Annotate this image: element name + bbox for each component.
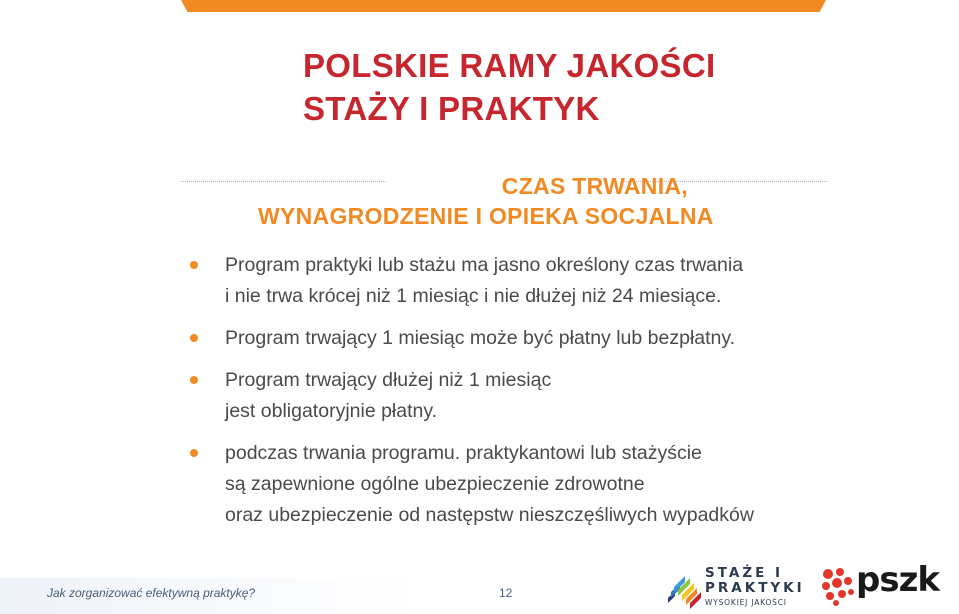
bullet-line: podczas trwania programu. praktykantowi lub stażyście [225,442,702,464]
bullet-text [225,365,830,427]
bullet-dot-icon [190,449,198,457]
bullet-item [190,323,830,354]
section-title-line-1: CZAS TRWANIA, [501,173,688,199]
bullet-text [225,323,830,354]
bullet-dot-icon [190,334,198,342]
staze-praktyki-logo [705,566,805,608]
stripes-logo-icon [668,565,702,610]
slide-title [303,44,863,130]
section-title-line-2: WYNAGRODZENIE I OPIEKA SOCJALNA [258,203,714,229]
bullet-text [225,250,830,312]
logo-line-1: STAŻE I [705,565,784,581]
slide-title-line-1: POLSKIE RAMY JAKOŚCI [303,47,716,84]
footer-question: Jak zorganizować efektywną praktykę? [47,586,256,600]
bullet-line: są zapewnione ogólne ubezpieczenie zdrowotne [225,473,645,495]
top-accent-bar [181,0,826,12]
bullet-line: Program trwający 1 miesiąc może być płatny lub bezpłatny. [225,327,736,349]
slide-title-line-2: STAŻY I PRAKTYK [303,90,600,127]
bullet-text [225,438,830,531]
bullet-item [190,250,830,312]
bullet-item [190,365,830,427]
bullet-dot-icon [190,376,198,384]
bullet-dot-icon [190,261,198,269]
dots-logo-icon [820,564,856,606]
section-title [258,171,714,231]
logo-line-3: WYSOKIEJ JAKOŚCI [705,598,787,607]
bullet-line: Program trwający dłużej niż 1 miesiąc [225,369,552,391]
bullet-line: i nie trwa krócej niż 1 miesiąc i nie dłużej niż 24 miesiące. [225,285,722,307]
bullet-line: jest obligatoryjnie płatny. [225,400,438,422]
logo-line-2: PRAKTYKI [705,580,805,596]
bullet-item [190,438,830,531]
bullet-line: Program praktyki lub stażu ma jasno określony czas trwania [225,254,744,276]
page-number: 12 [499,586,513,600]
bullet-line: oraz ubezpieczenie od następstw nieszczęśliwych wypadków [225,504,754,526]
bullet-list [190,250,830,542]
pszk-logo-text: pszk [856,560,939,600]
